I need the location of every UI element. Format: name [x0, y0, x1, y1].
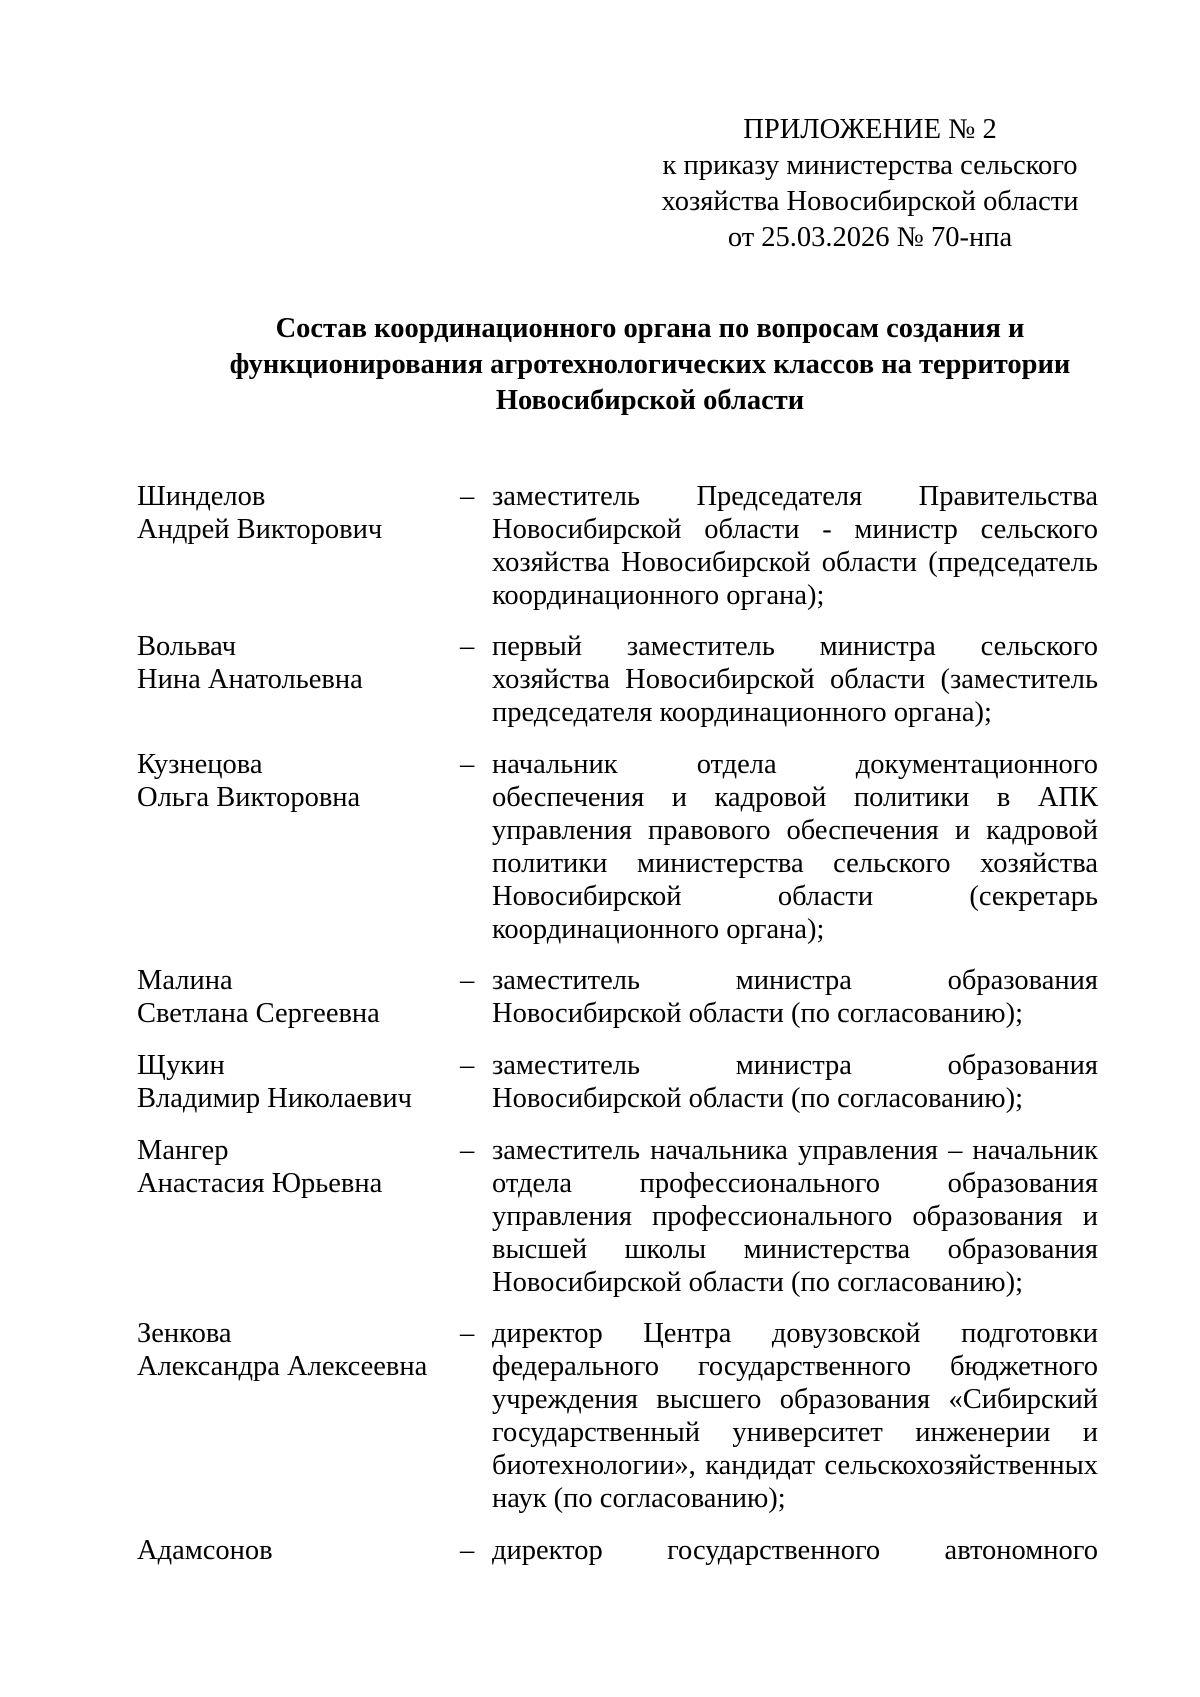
member-name	[137, 630, 467, 696]
member-position	[492, 480, 1098, 612]
member-given-names: Александра Алексеевна	[137, 1351, 428, 1382]
position-line: Новосибирской области (секретарь	[492, 881, 1098, 912]
position-line: высшей школы министерства образования	[492, 1234, 1098, 1265]
member-surname: Адамсонов	[137, 1535, 273, 1566]
position-line: заместитель Председателя Правительства	[492, 481, 1098, 512]
position-line: обеспечения и кадровой политики в АПК	[492, 782, 1098, 813]
appendix-order-ref-line: хозяйства Новосибирской области	[661, 186, 1079, 217]
position-line: государственный университет инженерии и	[492, 1417, 1098, 1448]
position-line: директор государственного автономного	[492, 1535, 1098, 1566]
member-surname: Вольвач	[137, 631, 237, 662]
member-name	[137, 1534, 467, 1567]
member-name	[137, 480, 467, 546]
member-surname: Шинделов	[137, 481, 266, 512]
member-dash: –	[460, 1135, 475, 1166]
member-surname: Кузнецова	[137, 749, 263, 780]
member-dash: –	[460, 1535, 475, 1566]
position-line: хозяйства Новосибирской области (председатель	[492, 547, 1098, 578]
member-surname: Зенкова	[137, 1318, 232, 1349]
document-title	[160, 311, 1140, 419]
position-line: биотехнологии», кандидат сельскохозяйственных	[492, 1450, 1098, 1481]
position-line: наук (по согласованию);	[492, 1483, 786, 1514]
position-line: заместитель министра образования	[492, 965, 1098, 996]
appendix-number: ПРИЛОЖЕНИЕ № 2	[743, 114, 997, 145]
position-line: председателя координационного органа);	[492, 697, 992, 728]
member-position	[492, 1049, 1098, 1115]
position-line: первый заместитель министра сельского	[492, 631, 1098, 662]
member-position	[492, 630, 1098, 729]
member-dash: –	[460, 1050, 475, 1081]
position-line: управления профессионального образования и	[492, 1201, 1098, 1232]
member-position	[492, 1317, 1098, 1515]
member-name	[137, 1049, 467, 1115]
appendix-order-date: от 25.03.2026 № 70-нпа	[727, 222, 1013, 253]
position-line: Новосибирской области - министр сельского	[492, 514, 1098, 545]
member-given-names: Андрей Викторович	[137, 514, 383, 545]
appendix-header	[640, 112, 1100, 256]
position-line: управления правового обеспечения и кадровой	[492, 815, 1098, 846]
position-line: координационного органа);	[492, 580, 825, 611]
member-position	[492, 748, 1098, 946]
position-line: Новосибирской области (по согласованию);	[492, 998, 1023, 1029]
member-position	[492, 1134, 1098, 1299]
member-surname: Малина	[137, 965, 233, 996]
position-line: федерального государственного бюджетного	[492, 1351, 1098, 1382]
member-name	[137, 748, 467, 814]
member-name	[137, 964, 467, 1030]
position-line: учреждения высшего образования «Сибирский	[492, 1384, 1098, 1415]
member-dash: –	[460, 481, 475, 512]
position-line: Новосибирской области (по согласованию);	[492, 1267, 1023, 1298]
member-position	[492, 1534, 1098, 1567]
position-line: отдела профессионального образования	[492, 1168, 1098, 1199]
position-line: политики министерства сельского хозяйства	[492, 848, 1098, 879]
member-name	[137, 1317, 467, 1383]
title-line: Новосибирской области	[495, 385, 805, 416]
member-given-names: Нина Анатольевна	[137, 664, 363, 695]
member-given-names: Светлана Сергеевна	[137, 998, 380, 1029]
position-line: заместитель министра образования	[492, 1050, 1098, 1081]
title-line: Состав координационного органа по вопросам создания и	[275, 313, 1025, 344]
appendix-order-ref-line: к приказу министерства сельского	[662, 150, 1078, 181]
position-line: координационного органа);	[492, 914, 825, 945]
member-dash: –	[460, 631, 475, 662]
member-dash: –	[460, 749, 475, 780]
position-line: начальник отдела документационного	[492, 749, 1098, 780]
position-line: хозяйства Новосибирской области (заместитель	[492, 664, 1098, 695]
member-given-names: Анастасия Юрьевна	[137, 1168, 383, 1199]
member-given-names: Ольга Викторовна	[137, 782, 361, 813]
member-surname: Мангер	[137, 1135, 229, 1166]
member-surname: Щукин	[137, 1050, 225, 1081]
member-position	[492, 964, 1098, 1030]
position-line: заместитель начальника управления – начальник	[492, 1135, 1098, 1166]
position-line: директор Центра довузовской подготовки	[492, 1318, 1098, 1349]
title-line: функционирования агротехнологических классов на территории	[229, 349, 1071, 380]
position-line: Новосибирской области (по согласованию);	[492, 1083, 1023, 1114]
member-name	[137, 1134, 467, 1200]
member-given-names: Владимир Николаевич	[137, 1083, 412, 1114]
member-dash: –	[460, 1318, 475, 1349]
member-dash: –	[460, 965, 475, 996]
